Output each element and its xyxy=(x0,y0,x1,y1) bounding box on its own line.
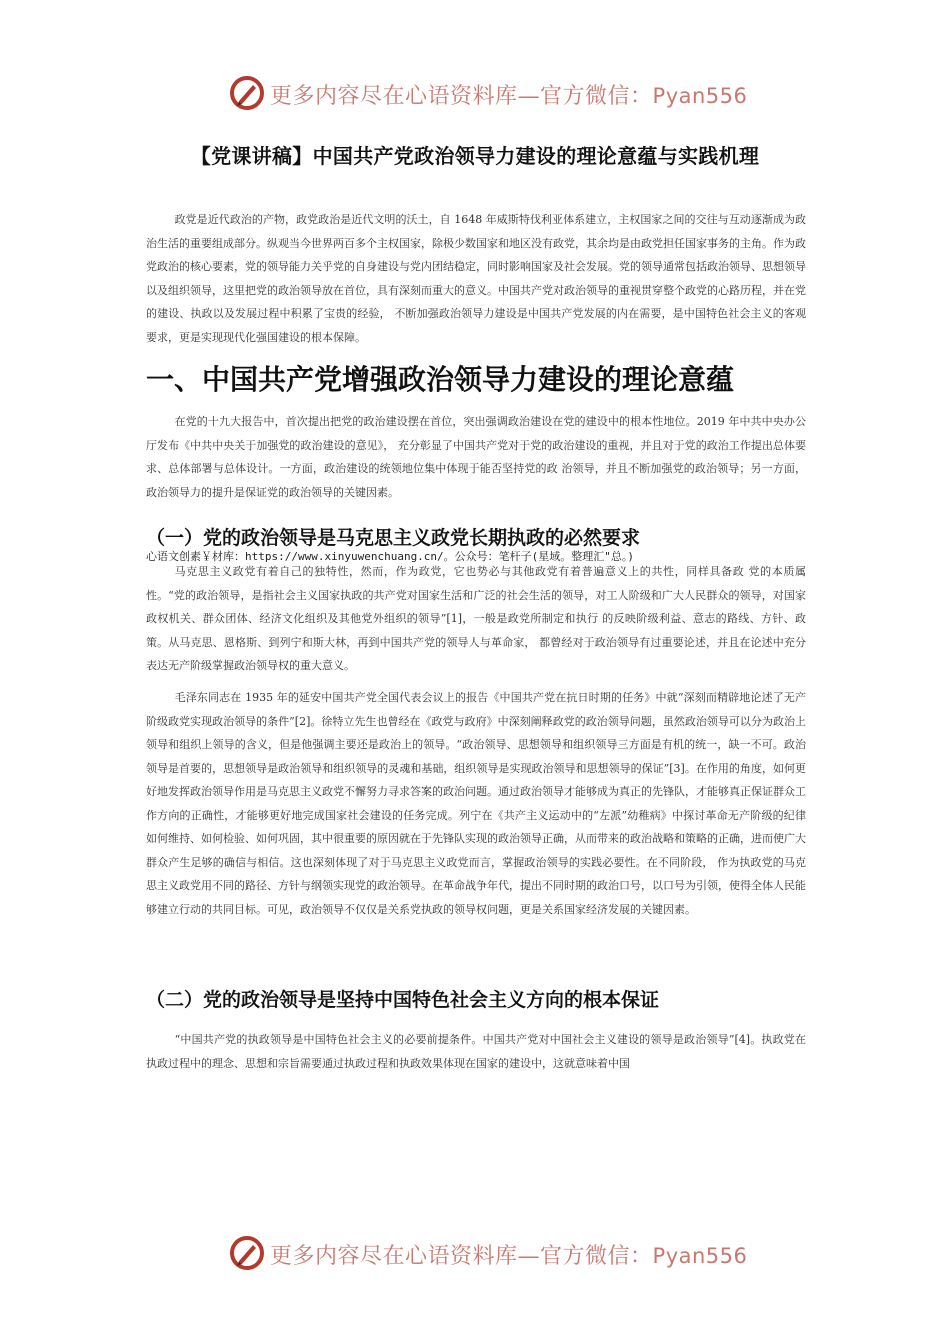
banner-text: 更多内容尽在心语资料库—官方微信：Pyan556 xyxy=(270,1244,748,1269)
footer-banner xyxy=(0,1235,950,1275)
subsection-1-paragraph-2: 毛泽东同志在 1935 年的延安中国共产党全国代表会议上的报告《中国共产党在抗日时期的任务》中就“深刻而精辟地论述了无产阶级政党实现政治领导的条件”[2]。徐特立先生也曾经在《政党与政府》中深刻阐释政党的政治领导问题，虽然政治领导可以分为政治上领导和组织上领导的含义，但是他强调主要还是政治上的领导。“政治领导、思想领导和组织领导三方面是有机的统一，缺一不可。政治领导是首要的，思想领导是政治领导和组织领导的灵魂和基础，组织领导是实现政治领导和思想领导的保证”[3]。在作用的角度，如何更好地发挥政治领导作用是马克思主义政党不懈努力寻求答案的政治问题。通过政治领导才能够成为真正的先锋队，才能够真正保证群众工作方向的正确性，才能够更好地完成国家社会建设的任务完成。列宁在《共产主义运动中的“左派”幼稚病》中探讨革命无产阶级的纪律如何维持、如何检验、如何巩固，其中很重要的原因就在于先锋队实现的政治领导正确，从而带来的政治战略和策略的正确，进而使广大群众产生足够的确信与相信。这也深刻体现了对于马克思主义政党而言，掌握政治领导的实践必要性。在不同阶段， 作为执政党的马克思主义政党用不同的路径、方针与纲领实现党的政治领导。在革命战争年代，提出不同时期的政治口号，以口号为引领，使得全体人民能够建立行动的共同目标。可见，政治领导不仅仅是关系党执政的领导权问题，更是关系国家经济发展的关键因素。 xyxy=(146,691,806,916)
section-1-paragraph: 在党的十九大报告中，首次提出把党的政治建设摆在首位，突出强调政治建设在党的建设中的根本性地位。2019 年中共中央办公厅发布《中共中央关于加强党的政治建设的意见》， 充分彰显了中国共产党对于党的政治建设的重视，并且对于党的政治工作提出总体要求、总体部署与总体设计。一方面，政治建设的统领地位集中体现于能否坚持党的政 治领导，并且不断加强党的政治领导；另一方面，政治领导力的提升是保证党的政治领导的关键因素。 xyxy=(146,415,806,499)
subsection-2-heading: （二）党的政治领导是坚持中国特色社会主义方向的根本保证 xyxy=(146,989,660,1011)
subsection-1-paragraph-1: 马克思主义政党有着自己的独特性，然而，作为政党，它也势必与其他政党有着普遍意义上的共性，同样具备政 党的本质属性。“党的政治领导，是指社会主义国家执政的共产党对国家生活和广泛的社会生活的领导，对工人阶级和广大人民群众的领导，对国家政权机关、群众团体、经济文化组织及其他党外组织的领导”[1]，一般是政党所制定和执行 的反映阶级利益、意志的路线、方针、政策。从马克思、恩格斯、到列宁和斯大林，再到中国共产党的领导人与革命家， 都曾经对于政治领导有过重要论述，并且在论述中充分表达无产阶级掌握政治领导权的重大意义。 xyxy=(146,565,806,672)
pen-logo-icon xyxy=(229,75,265,111)
document-title: 【党课讲稿】中国共产党政治领导力建设的理论意蕴与实践机理 xyxy=(190,144,760,168)
intro-paragraph: 政党是近代政治的产物，政党政治是近代文明的沃土，自 1648 年威斯特伐利亚体系建立，主权国家之间的交往与互动逐渐成为政治生活的重要组成部分。纵观当今世界两百多个主权国家，除极少数国家和地区没有政党，其余均是由政党担任国家事务的主角。作为政党政治的核心要素，党的领导能力关乎党的自身建设与党内团结稳定，同时影响国家及社会发展。党的领导通常包括政治领导、思想领导以及组织领导，这里把党的政治领导放在首位，具有深刻而重大的意义。中国共产党对政治领导的重视贯穿整个政党的心路历程，并在党的建设、执政以及发展过程中积累了宝贵的经验， 不断加强政治领导力建设是中国共产党发展的内在需要，是中国特色社会主义的客观要求，更是实现现代化强国建设的根本保障。 xyxy=(146,213,806,344)
source-note: 心语文创素￥材库：https://www.xinyuwenchuang.cn/。公众号：笔杆子(星域。整理汇"总。) xyxy=(146,550,635,563)
pen-logo-icon xyxy=(229,1235,265,1271)
subsection-1-heading: （一）党的政治领导是马克思主义政党长期执政的必然要求 xyxy=(146,527,641,549)
section-1-heading: 一、中国共产党增强政治领导力建设的理论意蕴 xyxy=(146,363,735,396)
subsection-2-paragraph: “中国共产党的执政领导是中国特色社会主义的必要前提条件。中国共产党对中国社会主义建设的领导是政治领导”[4]。执政党在执政过程中的理念、思想和宗旨需要通过执政过程和执政效果体现在国家的建设中，这就意味着中国 xyxy=(146,1033,806,1070)
banner-text: 更多内容尽在心语资料库—官方微信：Pyan556 xyxy=(270,84,748,109)
header-banner xyxy=(0,75,950,115)
